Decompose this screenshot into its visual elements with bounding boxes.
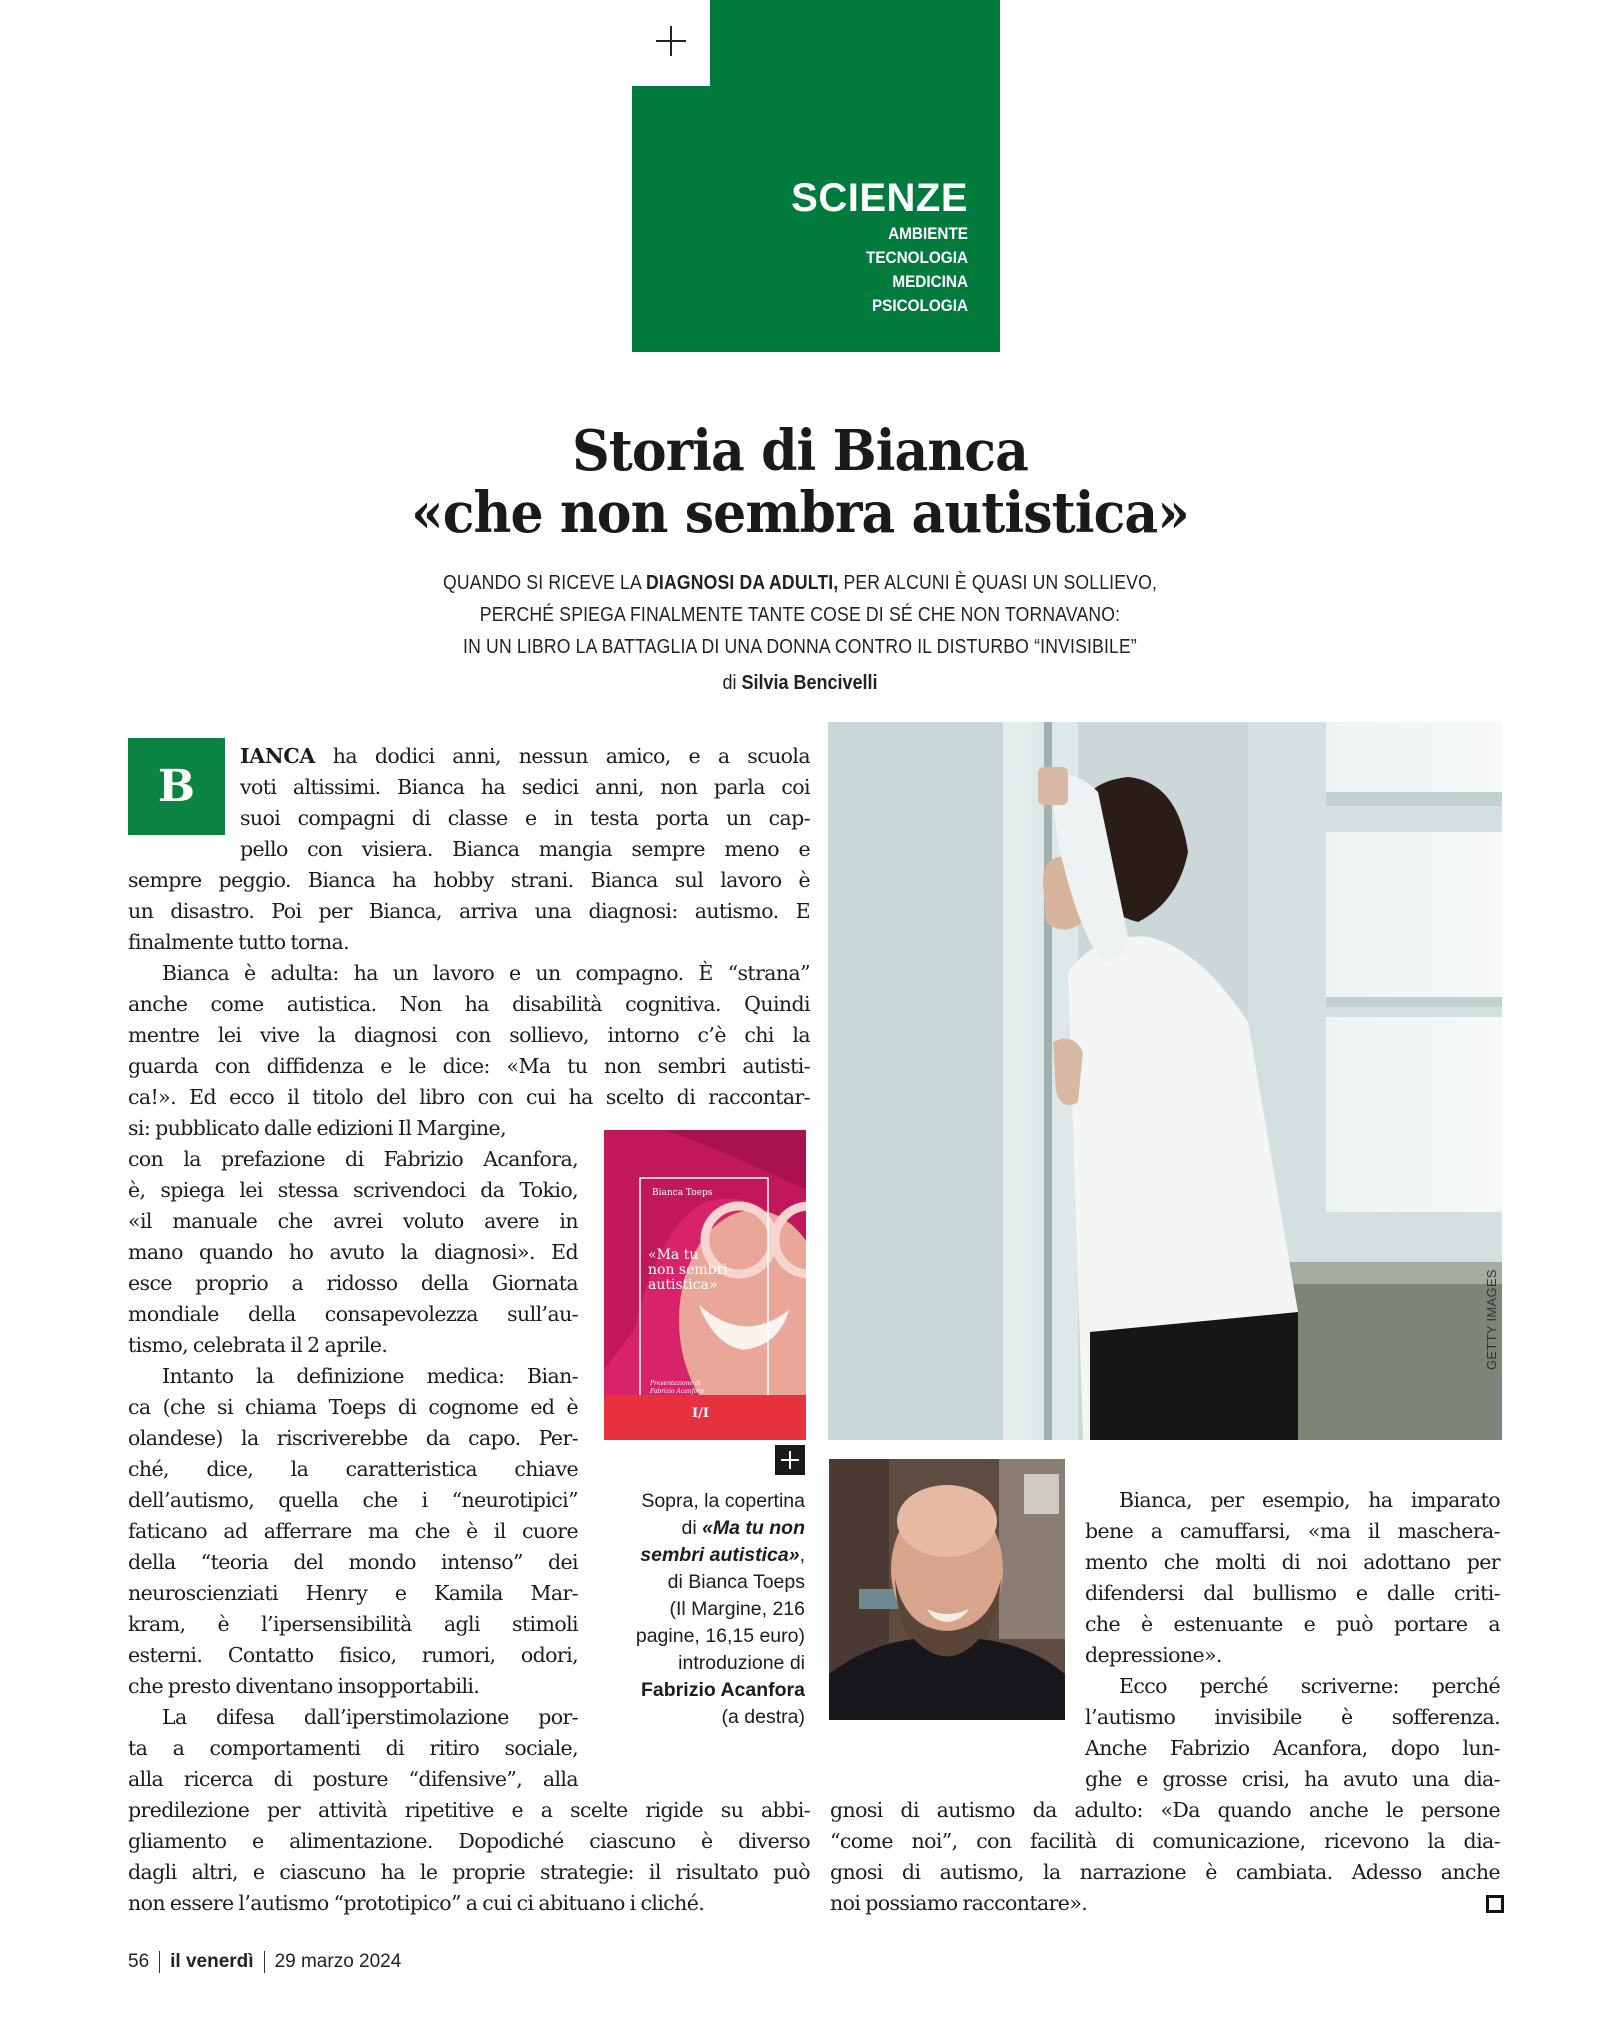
plus-icon [652, 22, 690, 60]
article-line: «il manuale che avrei voluto avere in [128, 1209, 578, 1233]
caption-text: , [799, 1544, 805, 1566]
article-line: gnosi di autismo, la narrazione è cambiata. Adesso anche [830, 1860, 1500, 1884]
article-line: della “teoria del mondo intenso” dei [128, 1550, 578, 1574]
article-line: noi possiamo raccontare». [830, 1891, 1088, 1915]
article-line: si: pubblicato dalle edizioni Il Margine, [128, 1116, 506, 1140]
article-line: esce proprio a ridosso della Giornata [128, 1271, 578, 1295]
article-line: depressione». [1085, 1643, 1222, 1667]
article-line: che è estenuante e può portare a [1085, 1612, 1500, 1636]
book-cover-title-line: autistica» [648, 1277, 718, 1293]
portrait-fabrizio-acanfora [829, 1459, 1065, 1720]
section-topic: AMBIENTE [888, 224, 968, 243]
article-line: anche come autistica. Non ha disabilità cognitiva. Quindi [128, 992, 810, 1016]
deck-line-2: PERCHÉ SPIEGA FINALMENTE TANTE COSE DI SÉ CHE NON TORNAVANO: [479, 604, 1121, 626]
article-line: ca (che si chiama Toeps di cognome ed è [128, 1395, 578, 1419]
caption-book-title: sembri autistica» [640, 1544, 800, 1566]
article-line: è, spiega lei stessa scrivendoci da Tokio, [128, 1178, 578, 1202]
article-line: che presto diventano insopportabili. [128, 1674, 480, 1698]
article-line: voti altissimi. Bianca ha sedici anni, non parla coi [240, 775, 810, 799]
article-line: kram, è l’ipersensibilità agli stimoli [128, 1612, 578, 1636]
article-line: bene a camuffarsi, «ma il maschera- [1085, 1519, 1500, 1543]
book-cover-title-line: non sembri [648, 1262, 728, 1278]
caption-line [640, 1542, 805, 1569]
headline-line-2: «che non sembra autistica» [411, 480, 1189, 546]
section-title: SCIENZE [791, 176, 968, 220]
caption-line: Sopra, la copertina [641, 1490, 805, 1512]
article-line: difendersi dal bullismo e dalle criti- [1085, 1581, 1500, 1605]
article-line: guarda con diffidenza e le dice: «Ma tu non sembri autisti- [128, 1054, 810, 1078]
publisher-logo: I/I [692, 1406, 709, 1421]
article-line: ché, dice, la caratteristica chiave [128, 1457, 578, 1481]
article-line: ca!». Ed ecco il titolo del libro con cui ha scelto di raccontar- [128, 1085, 810, 1109]
article-line: pello con visiera. Bianca mangia sempre meno e [240, 837, 810, 861]
portrait-illustration [829, 1459, 1065, 1720]
section-topic: TECNOLOGIA [865, 248, 968, 267]
article-line: La difesa dall’iperstimolazione por- [162, 1705, 578, 1729]
magazine-name: il venerdì [170, 1951, 254, 1972]
article-line [240, 741, 810, 772]
caption-line: introduzione di [678, 1652, 805, 1674]
article-line: gnosi di autismo da adulto: «Da quando anche le persone [830, 1798, 1500, 1822]
article-line: mondiale della consapevolezza sull’au- [128, 1302, 578, 1326]
article-line: Anche Fabrizio Acanfora, dopo lun- [1085, 1736, 1500, 1760]
article-line: non essere l’autismo “prototipico” a cui ci abituano i cliché. [128, 1891, 705, 1915]
caption-line: di Bianca Toeps [667, 1571, 805, 1593]
article-line: “come noi”, con facilità di comunicazione, ricevono la dia- [830, 1829, 1500, 1853]
article-line: tismo, celebrata il 2 aprile. [128, 1333, 388, 1357]
article-line: neuroscienziati Henry e Kamila Mar- [128, 1581, 578, 1605]
book-cover-intro-line: Presentazione di [650, 1380, 701, 1387]
article-line: gliamento e alimentazione. Dopodiché ciascuno è diverso [128, 1829, 810, 1853]
article-line: alla ricerca di posture “difensive”, alla [128, 1767, 578, 1791]
deck-text: PER ALCUNI È QUASI UN SOLLIEVO, [838, 572, 1158, 594]
caption-line: pagine, 16,15 euro) [635, 1625, 805, 1647]
article-line: Bianca, per esempio, ha imparato [1119, 1488, 1500, 1512]
article-line: con la prefazione di Fabrizio Acanfora, [128, 1147, 578, 1171]
caption-line [681, 1515, 805, 1542]
caption-book-title: «Ma tu non [702, 1517, 805, 1539]
footer-divider [159, 1951, 160, 1973]
article-line: faticano ad afferrare ma che è il cuore [128, 1519, 578, 1543]
article-line: mentre lei vive la diagnosi con sollievo, intorno c’è chi la [128, 1023, 810, 1047]
section-topic: PSICOLOGIA [871, 296, 968, 315]
article-line: olandese) la riscriverebbe da capo. Per- [128, 1426, 578, 1450]
article-line: l’autismo invisibile è sofferenza. [1085, 1705, 1500, 1729]
book-cover-intro-line: Fabrizio Acanfora [650, 1388, 704, 1395]
article-line: Intanto la definizione medica: Bian- [162, 1364, 578, 1388]
footer-divider [264, 1951, 265, 1973]
article-text: ha dodici anni, nessun amico, e a scuola [314, 744, 810, 768]
plus-icon [775, 1445, 805, 1475]
article-line: dell’autismo, quella che i “neurotipici” [128, 1488, 578, 1512]
book-cover-title [648, 1248, 728, 1293]
article-line: un disastro. Poi per Bianca, arriva una diagnosi: autismo. E [128, 899, 810, 923]
book-cover-author: Bianca Toeps [652, 1188, 713, 1198]
issue-date: 29 marzo 2024 [274, 1951, 402, 1972]
photo-credit: GETTY IMAGES [1484, 1269, 1499, 1370]
article-line: dagli altri, e ciascuno ha le proprie strategie: il risultato può [128, 1860, 810, 1884]
article-line: Bianca è adulta: ha un lavoro e un compagno. È “strana” [162, 961, 810, 985]
book-cover-image [604, 1130, 806, 1440]
caption-line [641, 1677, 805, 1704]
end-square-icon [1486, 1895, 1504, 1913]
book-cover-intro [650, 1380, 704, 1396]
headline-line-1: Storia di Bianca [572, 418, 1028, 484]
deck-line-1 [96, 572, 1504, 595]
page-number: 56 [128, 1951, 150, 1972]
drop-cap: B [128, 738, 225, 835]
photo-boy-at-window [828, 722, 1502, 1440]
caption-author: Fabrizio Acanfora [641, 1679, 805, 1701]
page-footer [128, 1950, 401, 1974]
article-line: Ecco perché scriverne: perché [1119, 1674, 1500, 1698]
deck-bold: DIAGNOSI DA ADULTI, [646, 572, 839, 594]
book-cover-title-line: «Ma tu [648, 1247, 699, 1263]
article-line: ghe e grosse crisi, ha avuto una dia- [1085, 1767, 1500, 1791]
article-line: predilezione per attività ripetitive e a scelte rigide su abbi- [128, 1798, 810, 1822]
article-line: esterni. Contatto fisico, rumori, odori, [128, 1643, 578, 1667]
article-line: suoi compagni di classe e in testa porta un cap- [240, 806, 810, 830]
caption-line: (a destra) [721, 1706, 805, 1728]
caption-text: di [681, 1517, 703, 1539]
byline-prefix: di [722, 672, 742, 694]
photo-illustration [828, 722, 1502, 1440]
byline-author: Silvia Bencivelli [741, 672, 878, 694]
article-line: ta a comportamenti di ritiro sociale, [128, 1736, 578, 1760]
deck-text: QUANDO SI RICEVE LA [442, 572, 647, 594]
caption-line: (Il Margine, 216 [669, 1598, 805, 1620]
deck-line-3: IN UN LIBRO LA BATTAGLIA DI UNA DONNA CONTRO IL DISTURBO “INVISIBILE” [463, 636, 1137, 658]
byline [80, 672, 1520, 695]
section-topic: MEDICINA [892, 272, 968, 291]
article-line: finalmente tutto torna. [128, 930, 350, 954]
article-line: mano quando ho avuto la diagnosi». Ed [128, 1240, 578, 1264]
article-line: sempre peggio. Bianca ha hobby strani. Bianca sul lavoro è [128, 868, 810, 892]
lead-word: IANCA [240, 744, 315, 768]
article-line: mento che molti di noi adottano per [1085, 1550, 1500, 1574]
